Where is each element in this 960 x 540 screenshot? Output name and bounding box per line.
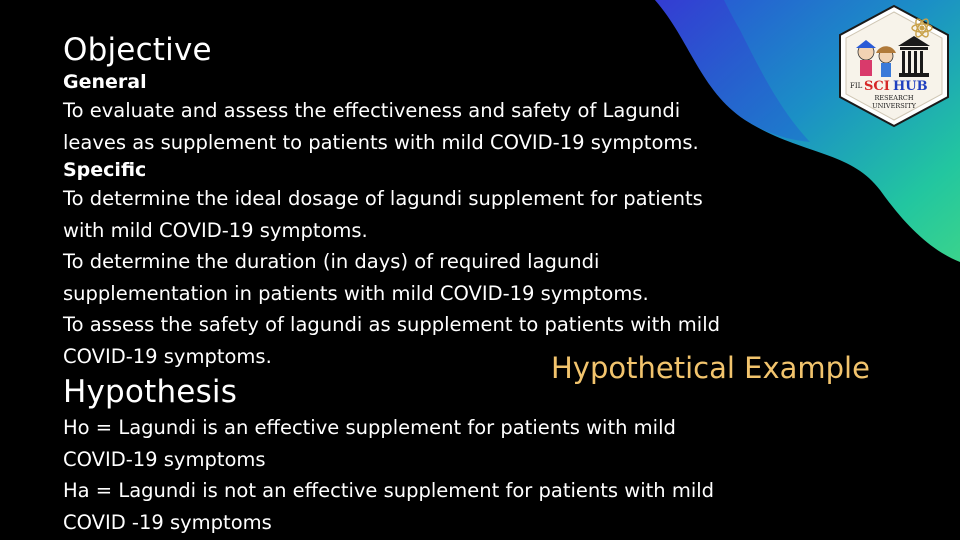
- filscihub-logo: [832, 4, 956, 128]
- hypothesis-title: Hypothesis: [63, 374, 238, 410]
- slide-content: [63, 30, 763, 538]
- hypothesis-line: COVID-19 symptoms: [63, 447, 266, 471]
- hypothesis-line: COVID -19 symptoms: [63, 510, 272, 534]
- logo-name-part2: HUB: [893, 79, 928, 94]
- specific-line: To assess the safety of lagundi as supplement to patients with mild: [63, 313, 721, 336]
- logo-subtitle-line1: RESEARCH: [874, 94, 914, 102]
- logo-subtitle-line2: UNIVERSITY: [872, 102, 916, 110]
- general-line: To evaluate and assess the effectiveness and safety of Lagundi: [63, 99, 681, 122]
- hypothesis-line: Ha = Lagundi is not an effective supplement for patients with mild: [63, 479, 715, 502]
- specific-heading: Specific: [63, 159, 147, 181]
- logo-prefix-text: FIL: [850, 82, 863, 90]
- general-heading: General: [63, 71, 147, 93]
- general-line: leaves as supplement to patients with mild COVID-19 symptoms.: [63, 130, 699, 154]
- objective-title: Objective: [63, 32, 212, 68]
- specific-line: with mild COVID-19 symptoms.: [63, 218, 368, 242]
- specific-line: To determine the duration (in days) of required lagundi: [63, 250, 600, 273]
- hypothetical-example-label: Hypothetical Example: [551, 351, 870, 385]
- specific-line: supplementation in patients with mild COVID-19 symptoms.: [63, 281, 649, 305]
- logo-name-part1: SCI: [864, 79, 890, 94]
- specific-line: To determine the ideal dosage of lagundi supplement for patients: [63, 187, 703, 210]
- hypothesis-line: Ho = Lagundi is an effective supplement for patients with mild: [63, 416, 676, 439]
- specific-line: COVID-19 symptoms.: [63, 344, 272, 368]
